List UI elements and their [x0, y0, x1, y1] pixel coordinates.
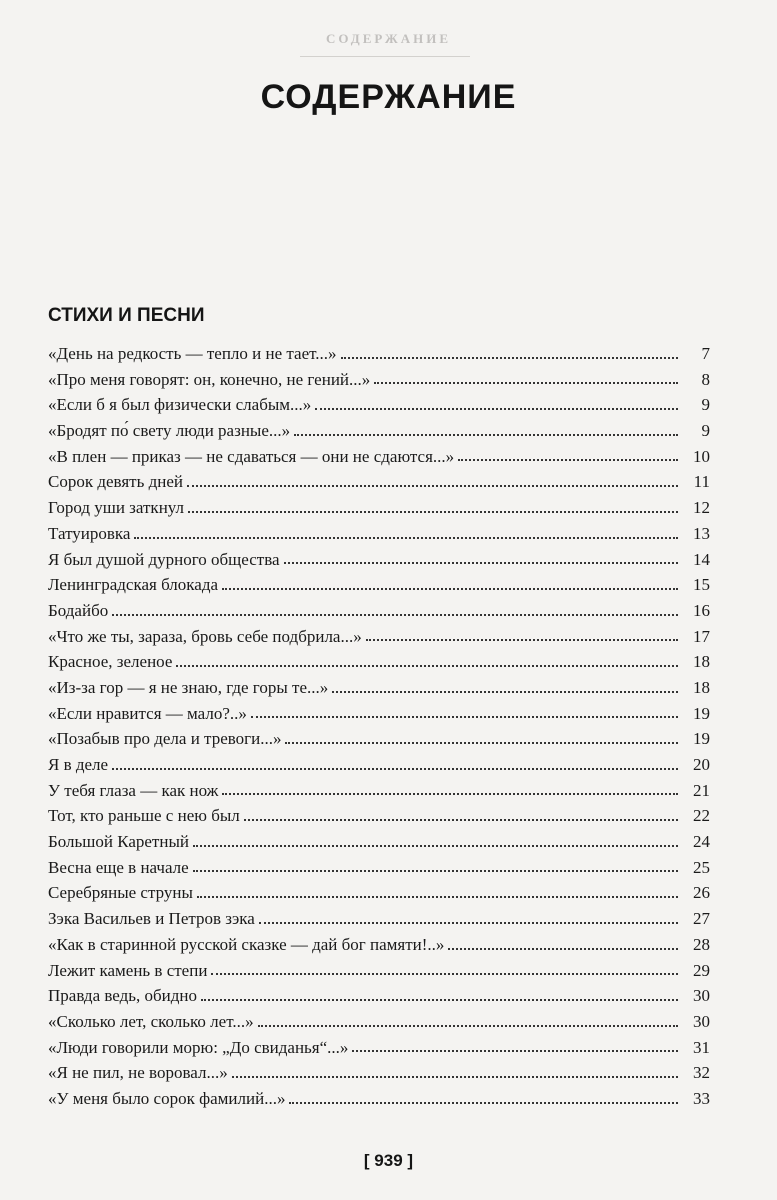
toc-entry-page: 9 [701, 395, 710, 415]
toc-entry-page: 25 [693, 857, 710, 877]
toc-entry-title: Зэка Васильев и Петров зэка [48, 909, 255, 929]
dot-leader [332, 691, 678, 693]
toc-entry-title: «День на редкость — тепло и не тает...» [48, 344, 337, 363]
dot-leader [251, 716, 678, 718]
toc-entry [48, 958, 710, 984]
dot-leader [222, 793, 678, 795]
dot-leader [193, 845, 678, 847]
toc-entry-title: Большой Каретный [48, 832, 189, 852]
toc-entry-page: 10 [693, 446, 710, 466]
toc-entry-page: 11 [693, 472, 710, 492]
dot-leader [112, 768, 678, 770]
dot-leader [289, 1102, 678, 1104]
toc-entry-page: 9 [701, 421, 710, 441]
toc-entry [48, 444, 710, 470]
toc-entry [48, 624, 710, 650]
toc-entry-page: 27 [693, 909, 710, 929]
toc-entry-page: 28 [693, 934, 710, 954]
dot-leader [193, 870, 678, 872]
toc-entry-title: «Я не пил, не воровал...» [48, 1063, 228, 1083]
toc-entry [48, 983, 710, 1009]
toc-entry-title: «Если нравится — мало?..» [48, 703, 247, 723]
toc-entry [48, 880, 710, 906]
toc-entry-page: 18 [693, 652, 710, 672]
toc-entry [48, 675, 710, 701]
toc-entry-title: Красное, зеленое [48, 652, 173, 672]
toc-entry-title: Город уши заткнул [48, 498, 185, 518]
toc-entry [48, 1086, 710, 1112]
dot-leader [294, 434, 678, 436]
toc-entry [48, 572, 710, 598]
dot-leader [112, 614, 678, 616]
toc-entry-page: 8 [701, 369, 710, 389]
toc-entry-title: Бодайбо [48, 600, 109, 620]
toc-entry-page: 12 [693, 498, 710, 518]
dot-leader [232, 1076, 678, 1078]
dot-leader [258, 1025, 678, 1027]
toc-entry-page: 13 [693, 523, 710, 543]
toc-entry-page: 18 [693, 677, 710, 697]
section-heading: СТИХИ И ПЕСНИ [48, 305, 205, 326]
page-title: СОДЕРЖАНИЕ [260, 78, 517, 116]
dot-leader [352, 1050, 678, 1052]
toc-entry [48, 1035, 710, 1061]
toc-entry [48, 1009, 710, 1035]
toc-entry [48, 1060, 710, 1086]
dot-leader [315, 408, 678, 410]
toc-entry [48, 649, 710, 675]
toc-entry-title: «Что же ты, зараза, бровь себе подбрила...» [48, 626, 362, 646]
toc-entry-page: 15 [693, 575, 710, 595]
toc-entry [48, 598, 710, 624]
toc-entry-title: Я в деле [48, 755, 109, 774]
toc-entry-title: «В плен — приказ — не сдаваться — они не сдаются...» [48, 446, 455, 466]
dot-leader [187, 485, 678, 487]
toc-entry-title: «Бродят по́ свету люди разные...» [48, 421, 291, 441]
dot-leader [201, 999, 678, 1001]
toc-entry-title: Ленинградская блокада [48, 575, 219, 595]
dot-leader [134, 537, 678, 539]
toc-entry-page: 19 [693, 703, 710, 723]
dot-leader [458, 459, 678, 461]
running-head-rule [300, 56, 470, 57]
toc-entry-page: 24 [693, 832, 710, 852]
page-number: [ 939 ] [363, 1151, 414, 1170]
toc-entry-page: 29 [693, 960, 710, 980]
toc-entry-page: 33 [693, 1088, 710, 1108]
toc-entry-title: Лежит камень в степи [48, 960, 208, 980]
dot-leader [374, 382, 678, 384]
toc-entry [48, 932, 710, 958]
toc-entry-title: Татуировка [48, 523, 131, 543]
toc-entry [48, 469, 710, 495]
toc-entry-page: 20 [693, 755, 710, 774]
toc-entry-page: 31 [693, 1037, 710, 1057]
dot-leader [284, 562, 678, 564]
toc-entry-page: 26 [693, 883, 710, 903]
toc-entry [48, 392, 710, 418]
toc-entry [48, 829, 710, 855]
toc-entry [48, 726, 710, 752]
dot-leader [197, 896, 678, 898]
dot-leader [285, 742, 678, 744]
dot-leader [341, 357, 678, 359]
toc-entry-title: «Люди говорили морю: „До свиданья“...» [48, 1037, 349, 1057]
toc-entry-title: Я был душой дурного общества [48, 549, 280, 569]
toc-entry [48, 547, 710, 573]
dot-leader [176, 665, 678, 667]
toc-entry [48, 521, 710, 547]
toc-entry [48, 906, 710, 932]
dot-leader [244, 819, 678, 821]
dot-leader [188, 511, 678, 513]
toc-entry [48, 752, 710, 778]
toc-entry-title: Весна еще в начале [48, 857, 189, 877]
toc-entry-page: 7 [701, 344, 710, 363]
toc-entry-page: 16 [693, 600, 710, 620]
toc-entry-title: «Из-за гор — я не знаю, где горы те...» [48, 677, 329, 697]
toc-entry-page: 30 [693, 1011, 710, 1031]
toc-entry-page: 22 [693, 806, 710, 826]
toc-entry [48, 495, 710, 521]
dot-leader [211, 973, 678, 975]
toc-entry-title: Сорок девять дней [48, 472, 183, 492]
toc-entry [48, 418, 710, 444]
toc-entry-title: Серебряные струны [48, 883, 193, 903]
toc-entry-title: Правда ведь, обидно [48, 986, 198, 1006]
toc-entry-title: Тот, кто раньше с нею был [48, 806, 240, 826]
toc-entry-title: У тебя глаза — как нож [48, 780, 219, 800]
toc-entry-title: «У меня было сорок фамилий...» [48, 1088, 286, 1108]
dot-leader [222, 588, 678, 590]
toc-entry [48, 367, 710, 393]
table-of-contents [48, 341, 710, 1112]
toc-entry [48, 341, 710, 367]
toc-entry-title: «Если б я был физически слабым...» [48, 395, 312, 415]
toc-entry-page: 21 [693, 780, 710, 800]
toc-entry-title: «Сколько лет, сколько лет...» [48, 1011, 254, 1031]
toc-entry-page: 32 [693, 1063, 710, 1083]
toc-entry [48, 803, 710, 829]
dot-leader [259, 922, 678, 924]
toc-entry-page: 17 [693, 626, 710, 646]
toc-entry [48, 855, 710, 881]
toc-entry [48, 778, 710, 804]
dot-leader [448, 948, 678, 950]
toc-entry [48, 701, 710, 727]
toc-entry-page: 19 [693, 729, 710, 749]
toc-entry-title: «Про меня говорят: он, конечно, не гений...» [48, 369, 371, 389]
dot-leader [366, 639, 678, 641]
toc-entry-title: «Позабыв про дела и тревоги...» [48, 729, 282, 749]
toc-entry-title: «Как в старинной русской сказке — дай бог памяти!..» [48, 934, 445, 954]
toc-entry-page: 14 [693, 549, 710, 569]
toc-entry-page: 30 [693, 986, 710, 1006]
running-head: СОДЕРЖАНИЕ [325, 31, 452, 46]
